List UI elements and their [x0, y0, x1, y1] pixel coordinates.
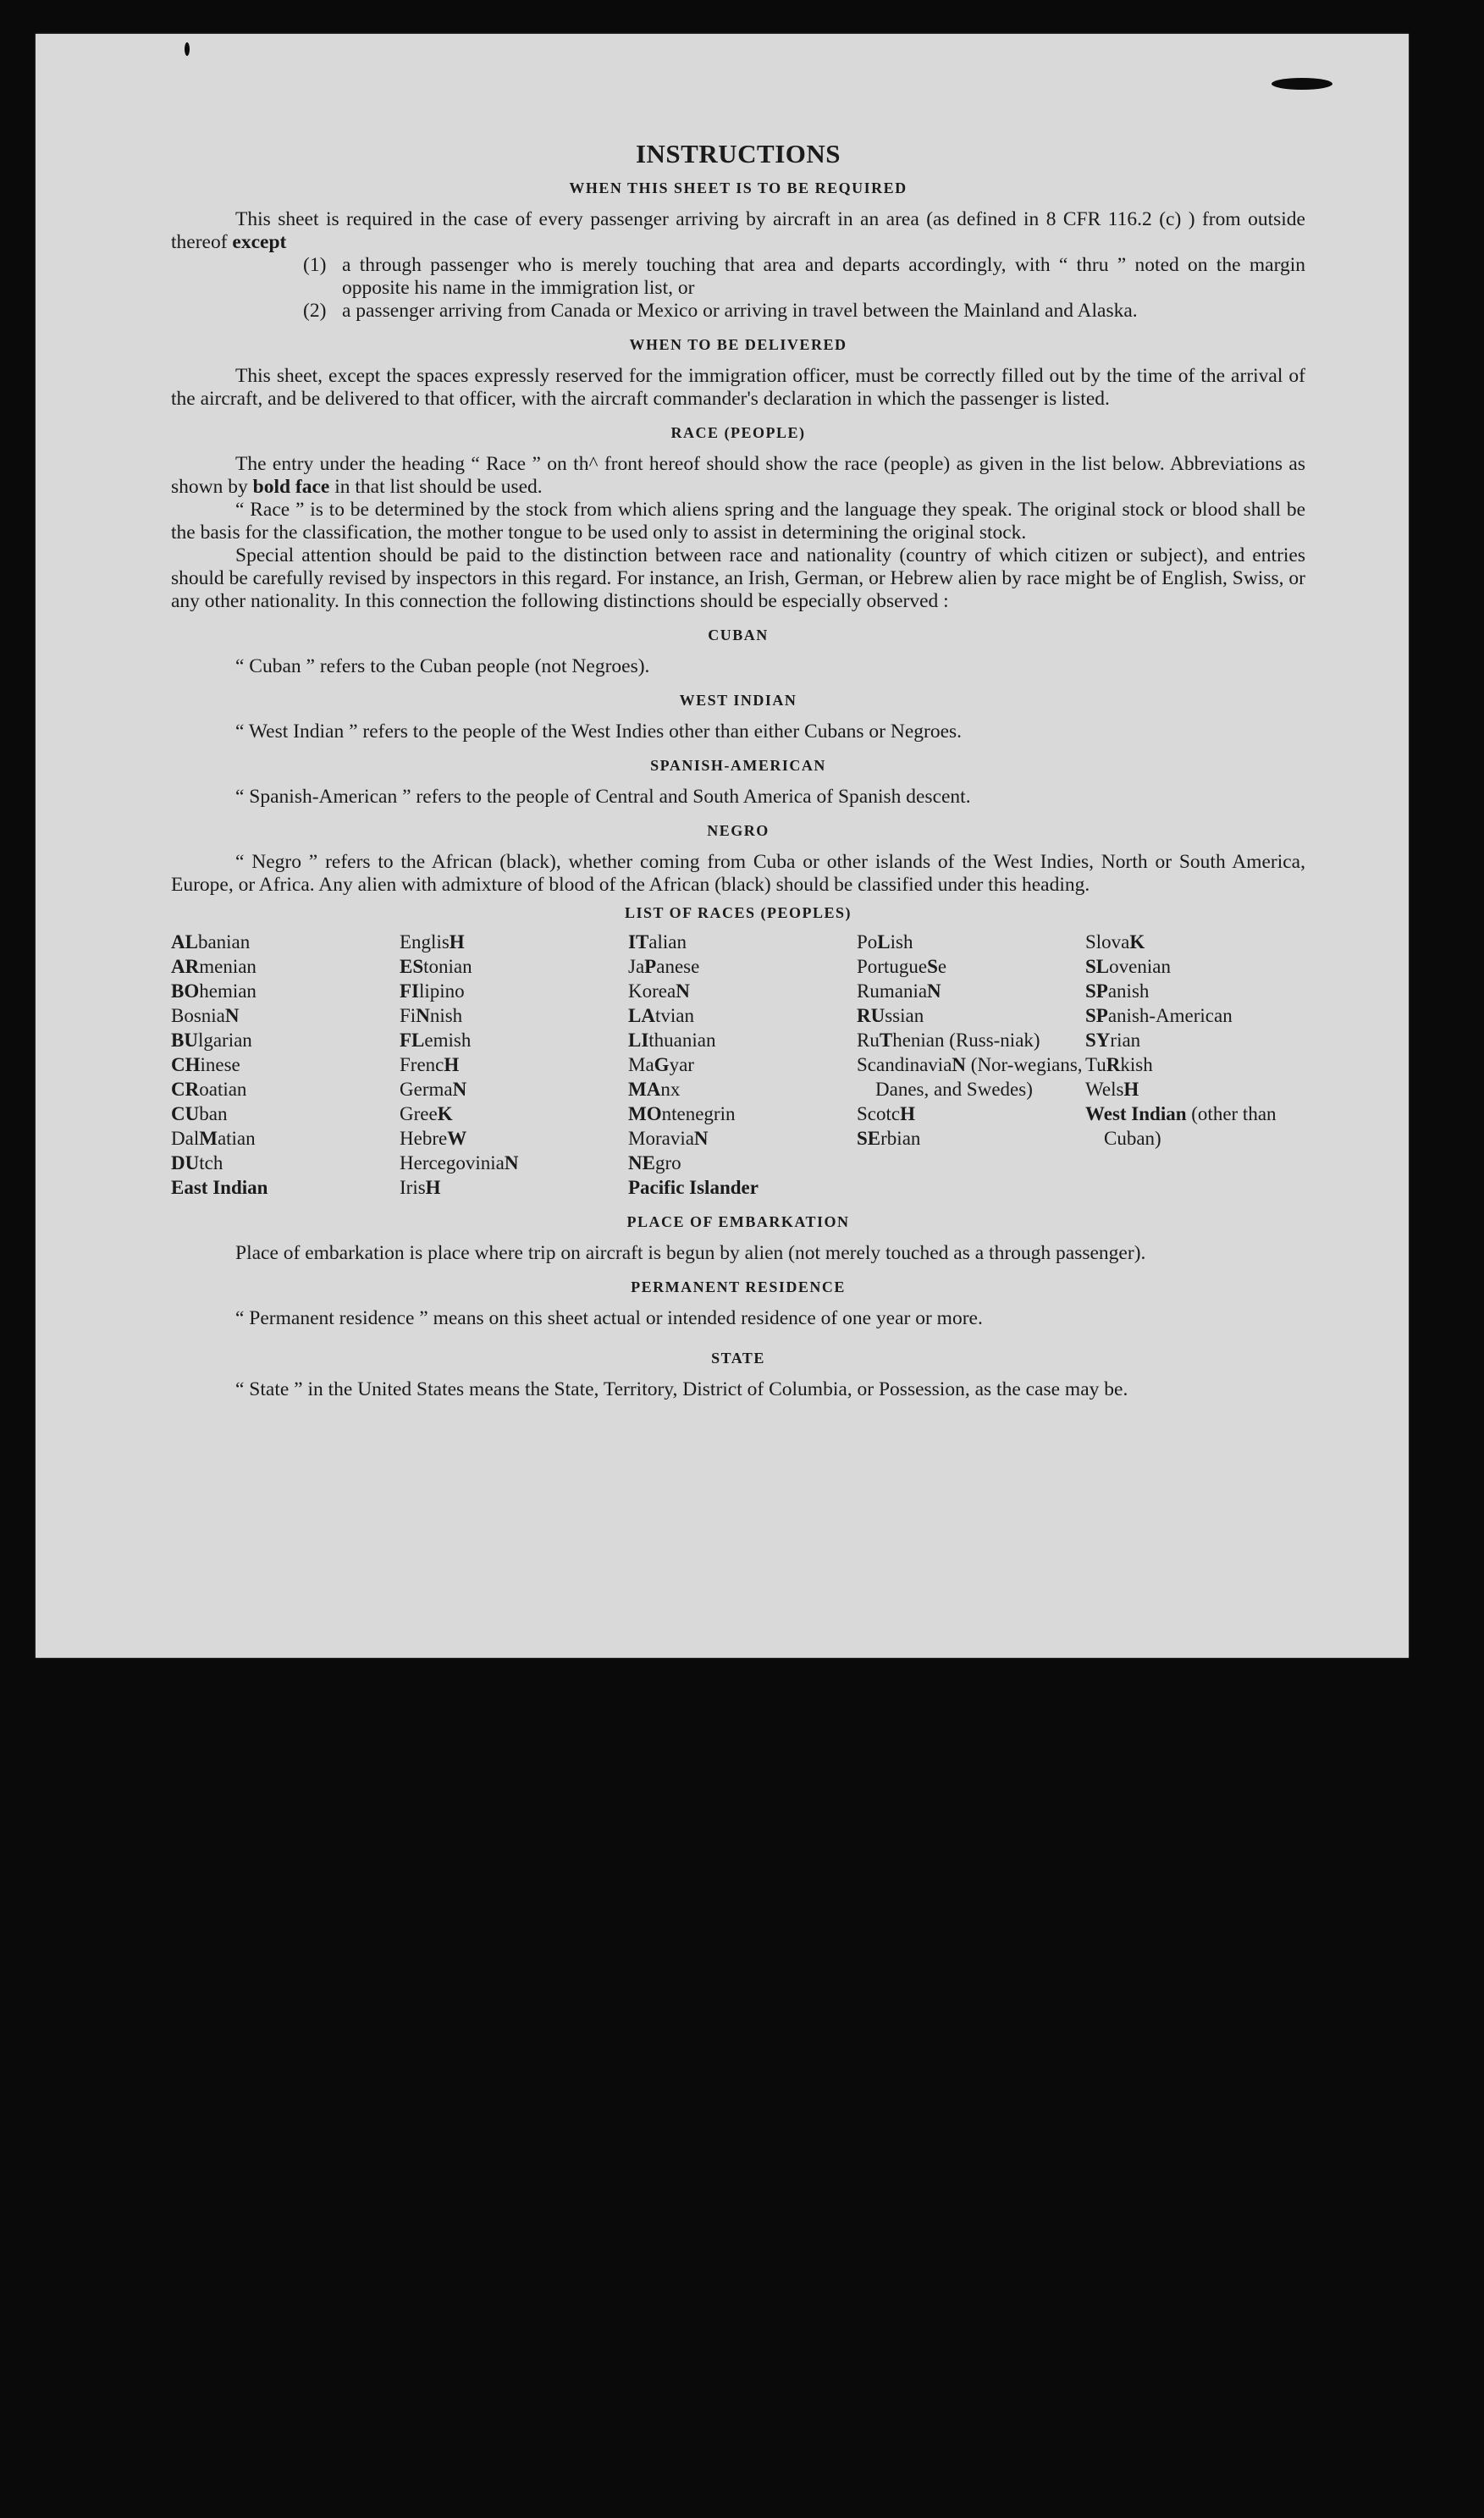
race-entry: ITalian	[628, 931, 687, 953]
race-entry: ALbanian	[171, 931, 251, 953]
races-column-1	[171, 930, 400, 1200]
heading-required: WHEN THIS SHEET IS TO BE REQUIRED	[569, 179, 908, 196]
race-paragraph-3: Special attention should be paid to the distinction between race and nationality (country of which citizen or subject), and entries should be carefully revised by inspectors in this regard. For instance, an Irish, German, or Hebrew alien by race might be of English, Swiss, or any other nationality. In this connection the following distinctions should be especially observed :	[171, 544, 1305, 612]
heading-embarkation: PLACE OF EMBARKATION	[626, 1213, 850, 1230]
race-entry: CUban	[171, 1103, 228, 1124]
races-column-3	[628, 930, 857, 1200]
embarkation-text: Place of embarkation is place where trip on aircraft is begun by alien (not merely touched as a through passenger).	[235, 1242, 1146, 1264]
race-entry: SLovenian	[1085, 956, 1171, 977]
race-entry: RuThenian (Russ-niak)	[857, 1030, 1040, 1051]
race-entry: MaGyar	[628, 1054, 694, 1075]
race-entry: EStonian	[400, 956, 472, 977]
race-entry: SErbian	[857, 1128, 921, 1149]
race-entry: FIlipino	[400, 980, 465, 1002]
race-entry: CRoatian	[171, 1079, 247, 1100]
race-entry: EnglisH	[400, 931, 465, 953]
heading-west-indian: WEST INDIAN	[679, 692, 797, 709]
race-entry: DUtch	[171, 1152, 223, 1173]
race-entry: East Indian	[171, 1177, 268, 1198]
ink-speck	[185, 42, 190, 56]
race-entry: ARmenian	[171, 956, 257, 977]
west-indian-text: “ West Indian ” refers to the people of the West Indies other than either Cubans or Negroes.	[235, 721, 963, 743]
heading-race: RACE (PEOPLE)	[670, 424, 806, 441]
race-entry: GermaN	[400, 1079, 467, 1100]
delivered-text: This sheet, except the spaces expressly reserved for the immigration officer, must be correctly filled out by the time of the arrival of the aircraft, and be delivered to that officer, with the aircraft commander's declaration in which the passenger is listed.	[171, 365, 1305, 410]
item-number: (1)	[303, 254, 327, 276]
race-entry: BUlgarian	[171, 1030, 252, 1051]
item-text: a passenger arriving from Canada or Mexico or arriving in travel between the Mainland and Alaska.	[342, 300, 1138, 322]
race-entry: SlovaK	[1085, 931, 1145, 953]
race-p1-start: The entry under the heading “ Race ” on th^ front hereof should show the race (people) as given in the list below. Abbreviations as shown by	[171, 453, 1305, 498]
race-entry: FLemish	[400, 1030, 472, 1051]
heading-spanish-american: SPANISH-AMERICAN	[650, 757, 826, 774]
heading-negro: NEGRO	[707, 822, 770, 839]
race-paragraph-2: “ Race ” is to be determined by the stock from which aliens spring and the language they speak. The original stock or blood shall be the basis for the classification, the mother tongue to be used only to assist in determining the original stock.	[171, 499, 1305, 544]
heading-state: STATE	[711, 1350, 765, 1367]
race-entry: BOhemian	[171, 980, 257, 1002]
race-entry: PortugueSe	[857, 956, 947, 977]
heading-residence: PERMANENT RESIDENCE	[631, 1278, 846, 1295]
document-sheet	[36, 34, 1409, 1658]
race-entry: SPanish-American	[1085, 1005, 1233, 1026]
required-intro	[171, 208, 1305, 254]
races-list	[171, 930, 1305, 1200]
race-entry: IrisH	[400, 1177, 441, 1198]
race-entry: ScotcH	[857, 1103, 915, 1124]
race-entry: LIthuanian	[628, 1030, 716, 1051]
race-entry: RumaniaN	[857, 980, 941, 1002]
instructions-content	[171, 139, 1305, 1401]
heading-cuban: CUBAN	[708, 627, 769, 643]
race-entry: ScandinaviaN (Nor-wegians, Danes, and Swedes)	[857, 1054, 1083, 1100]
negro-text: “ Negro ” refers to the African (black), whether coming from Cuba or other islands of the West Indies, North or South America, Europe, or Africa. Any alien with admixture of blood of the African (black) should be classified under this heading.	[171, 851, 1305, 896]
race-entry: DalMatian	[171, 1128, 256, 1149]
race-entry: LAtvian	[628, 1005, 694, 1026]
race-entry: BosniaN	[171, 1005, 240, 1026]
races-column-5	[1085, 930, 1305, 1200]
race-entry: JaPanese	[628, 956, 700, 977]
state-text: “ State ” in the United States means the State, Territory, District of Columbia, or Possession, as the case may be.	[235, 1378, 1128, 1400]
race-entry: NEgro	[628, 1152, 681, 1173]
race-entry: TuRkish	[1085, 1054, 1153, 1075]
race-entry: KoreaN	[628, 980, 690, 1002]
heading-list-of-races: LIST OF RACES (PEOPLES)	[624, 904, 852, 921]
cuban-text: “ Cuban ” refers to the Cuban people (not Negroes).	[235, 655, 650, 677]
required-intro-text: This sheet is required in the case of every passenger arriving by aircraft in an area (as defined in 8 CFR 116.2 (c) ) from outside thereof	[171, 208, 1305, 253]
race-entry: HercegoviniaN	[400, 1152, 519, 1173]
race-p1-bold: bold face	[252, 476, 330, 498]
race-entry: SPanish	[1085, 980, 1150, 1002]
required-item-1	[303, 254, 1305, 300]
race-entry: FiNnish	[400, 1005, 463, 1026]
heading-delivered: WHEN TO BE DELIVERED	[629, 336, 847, 353]
race-entry: GreeK	[400, 1103, 453, 1124]
race-entry: FrencH	[400, 1054, 460, 1075]
required-item-2	[303, 300, 1305, 323]
races-column-2	[400, 930, 628, 1200]
races-column-4	[857, 930, 1085, 1200]
race-entry: PoLish	[857, 931, 913, 953]
race-entry: CHinese	[171, 1054, 240, 1075]
race-p1-end: in that list should be used.	[334, 476, 543, 498]
race-entry: HebreW	[400, 1128, 467, 1149]
race-entry: MAnx	[628, 1079, 681, 1100]
race-entry: West Indian (other than Cuban)	[1085, 1103, 1277, 1149]
item-text: a through passenger who is merely touching that area and departs accordingly, with “ thru ” noted on the margin opposite his name in the immigration list, or	[342, 254, 1305, 299]
race-entry: WelsH	[1085, 1079, 1139, 1100]
item-number: (2)	[303, 300, 327, 322]
race-entry: SYrian	[1085, 1030, 1141, 1051]
residence-text: “ Permanent residence ” means on this sheet actual or intended residence of one year or more.	[235, 1307, 983, 1329]
required-intro-bold: except	[232, 231, 287, 253]
race-entry: MOntenegrin	[628, 1103, 736, 1124]
race-entry: MoraviaN	[628, 1128, 709, 1149]
ink-blot	[1272, 78, 1332, 90]
page-title: INSTRUCTIONS	[635, 139, 841, 168]
race-entry: RUssian	[857, 1005, 924, 1026]
spanish-american-text: “ Spanish-American ” refers to the people of Central and South America of Spanish descent.	[235, 786, 971, 808]
race-entry: Pacific Islander	[628, 1177, 759, 1198]
race-paragraph-1	[171, 453, 1305, 499]
